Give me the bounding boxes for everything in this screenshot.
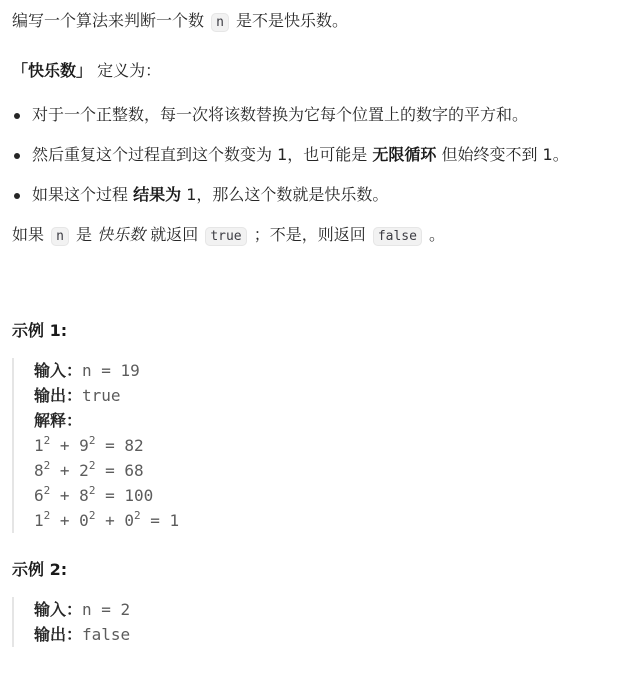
input-value: n = 2	[82, 600, 131, 619]
output-label: 输出：	[34, 625, 83, 644]
intro-paragraph: 编写一个算法来判断一个数 n 是不是快乐数。	[12, 11, 349, 30]
explanation-line: $8^2 + 2^2 = 68$	[34, 459, 144, 480]
output-label: 输出：	[34, 386, 83, 405]
list-item: 对于一个正整数，每一次将该数替换为它每个位置上的数字的平方和。	[12, 102, 644, 128]
input-value: n = 19	[82, 361, 140, 380]
definition-term: 「快乐数」	[12, 61, 93, 80]
return-paragraph: 如果 n 是 快乐数 就返回 true ；不是，则返回 false 。	[12, 225, 446, 244]
rules-list	[12, 102, 644, 208]
example-2-title: 示例 2:	[12, 560, 68, 579]
inline-code-n: n	[211, 13, 229, 32]
list-item: 如果这个过程 结果为 1，那么这个数就是快乐数。	[12, 182, 644, 208]
inline-code-n: n	[51, 227, 69, 246]
list-item: 然后重复这个过程直到这个数变为 1，也可能是 无限循环 但始终变不到 1。	[12, 142, 644, 168]
bold-result: 结果为	[133, 185, 182, 204]
example-1-block	[12, 358, 644, 533]
explanation-line: $1^2 + 0^2 + 0^2 = 1$	[34, 509, 180, 530]
output-value: true	[82, 386, 121, 405]
bold-infinite-loop: 无限循环	[372, 145, 437, 164]
inline-code-false: false	[373, 227, 422, 246]
input-label: 输入：	[34, 600, 83, 619]
explanation-line: $1^2 + 9^2 = 82$	[34, 434, 144, 455]
output-value: false	[82, 625, 131, 644]
example-1-title: 示例 1:	[12, 321, 68, 340]
definition-paragraph: 「快乐数」 定义为：	[12, 61, 162, 80]
explanation-label: 解释：	[34, 411, 83, 430]
example-2-block	[12, 597, 644, 647]
inline-code-true: true	[205, 227, 246, 246]
input-label: 输入：	[34, 361, 83, 380]
explanation-line: $6^2 + 8^2 = 100$	[34, 484, 154, 505]
italic-happy-number: 快乐数	[97, 225, 146, 244]
